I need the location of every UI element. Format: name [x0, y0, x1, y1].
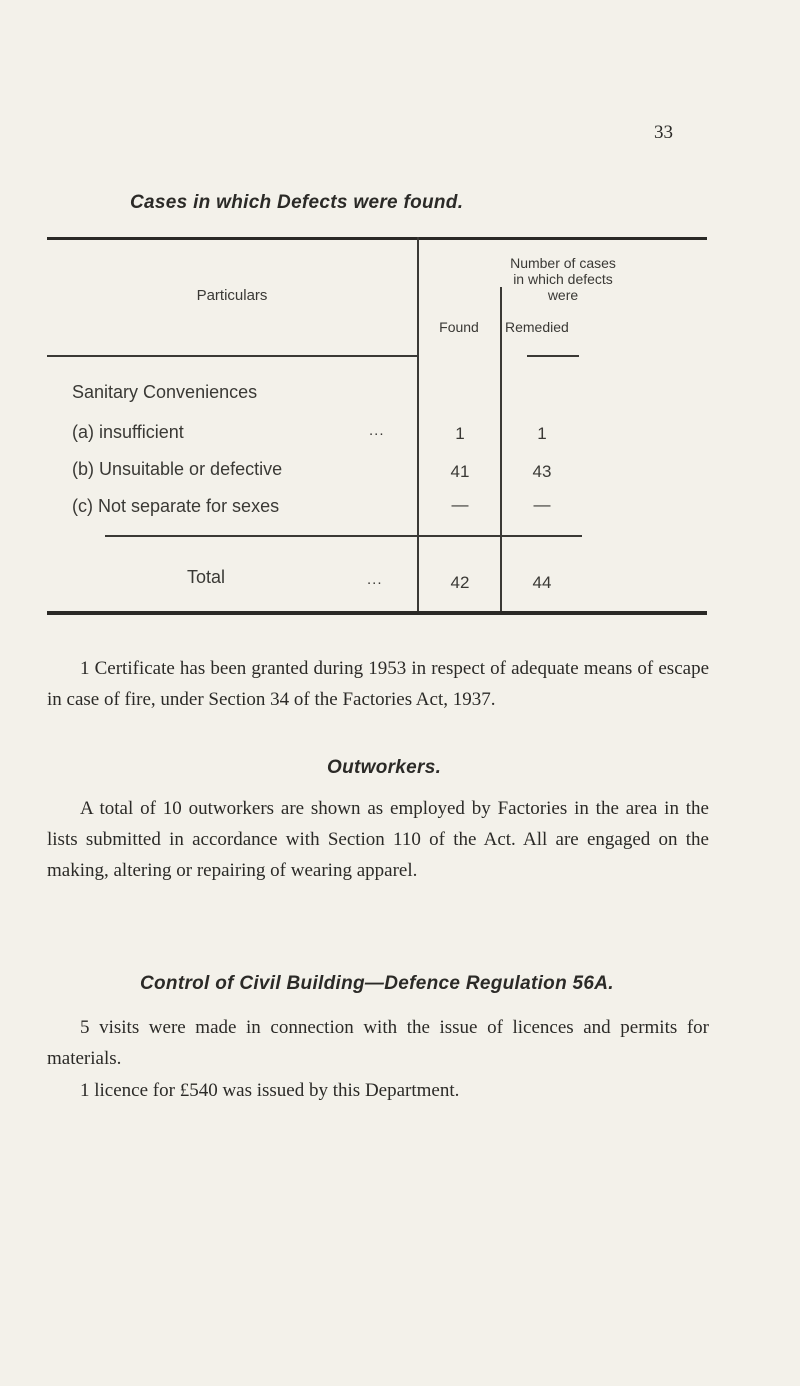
- total-rule-found: [419, 535, 501, 537]
- total-leader: ...: [367, 571, 383, 588]
- header-remedied: Remedied: [505, 319, 569, 335]
- table-top-rule: [47, 237, 707, 240]
- row-c-found: —: [451, 495, 469, 514]
- row-b-label: (b) Unsuitable or defective: [72, 459, 283, 479]
- total-label: Total: [187, 567, 226, 587]
- group-label-sanitary-conveniences: Sanitary Conveniences: [72, 382, 258, 402]
- row-c-remedied: —: [533, 495, 551, 514]
- table-bottom-rule: [47, 611, 707, 615]
- row-a-leader: ...: [369, 422, 385, 439]
- row-a-found: 1: [455, 424, 465, 443]
- total-remedied: 44: [532, 573, 552, 592]
- header-number-line3: were: [547, 287, 579, 303]
- column-divider-found: [500, 287, 502, 612]
- row-a-remedied: 1: [537, 424, 547, 443]
- total-rule-remedied: [502, 535, 582, 537]
- header-rule-particulars: [47, 355, 417, 357]
- header-rule-remedied: [527, 355, 579, 357]
- page-number: 33: [654, 122, 673, 143]
- outworkers-section-title: Outworkers.: [327, 757, 442, 778]
- defects-table: [47, 237, 707, 617]
- defects-section-title: Cases in which Defects were found.: [130, 192, 464, 213]
- header-found: Found: [439, 319, 479, 335]
- row-b-remedied: 43: [532, 462, 552, 481]
- control-section-title: Control of Civil Building—Defence Regulation 56A.: [140, 973, 614, 994]
- row-b-found: 41: [450, 462, 470, 481]
- total-rule-particulars: [105, 535, 417, 537]
- certificate-paragraph: 1 Certificate has been granted during 1953 in respect of adequate means of escape in case of fire, under Section 34 of the Factories Act, 1937.: [47, 658, 709, 710]
- header-number-line2: in which defects: [513, 271, 613, 287]
- header-number-line1: Number of cases: [510, 255, 616, 271]
- header-number-of-cases: [419, 255, 707, 303]
- row-a-label: (a) insufficient: [72, 422, 184, 442]
- total-found: 42: [450, 573, 470, 592]
- visits-paragraph: 5 visits were made in connection with the issue of licences and permits for materials.: [47, 1017, 709, 1069]
- licence-paragraph: 1 licence for £540 was issued by this Department.: [80, 1080, 460, 1101]
- row-c-label: (c) Not separate for sexes: [72, 496, 280, 516]
- header-particulars: Particulars: [196, 287, 268, 304]
- outworkers-paragraph: A total of 10 outworkers are shown as employed by Factories in the area in the lists submitted in accordance with Section 110 of the Act. All are engaged on the making, altering or repairing of wearing apparel.: [47, 798, 709, 881]
